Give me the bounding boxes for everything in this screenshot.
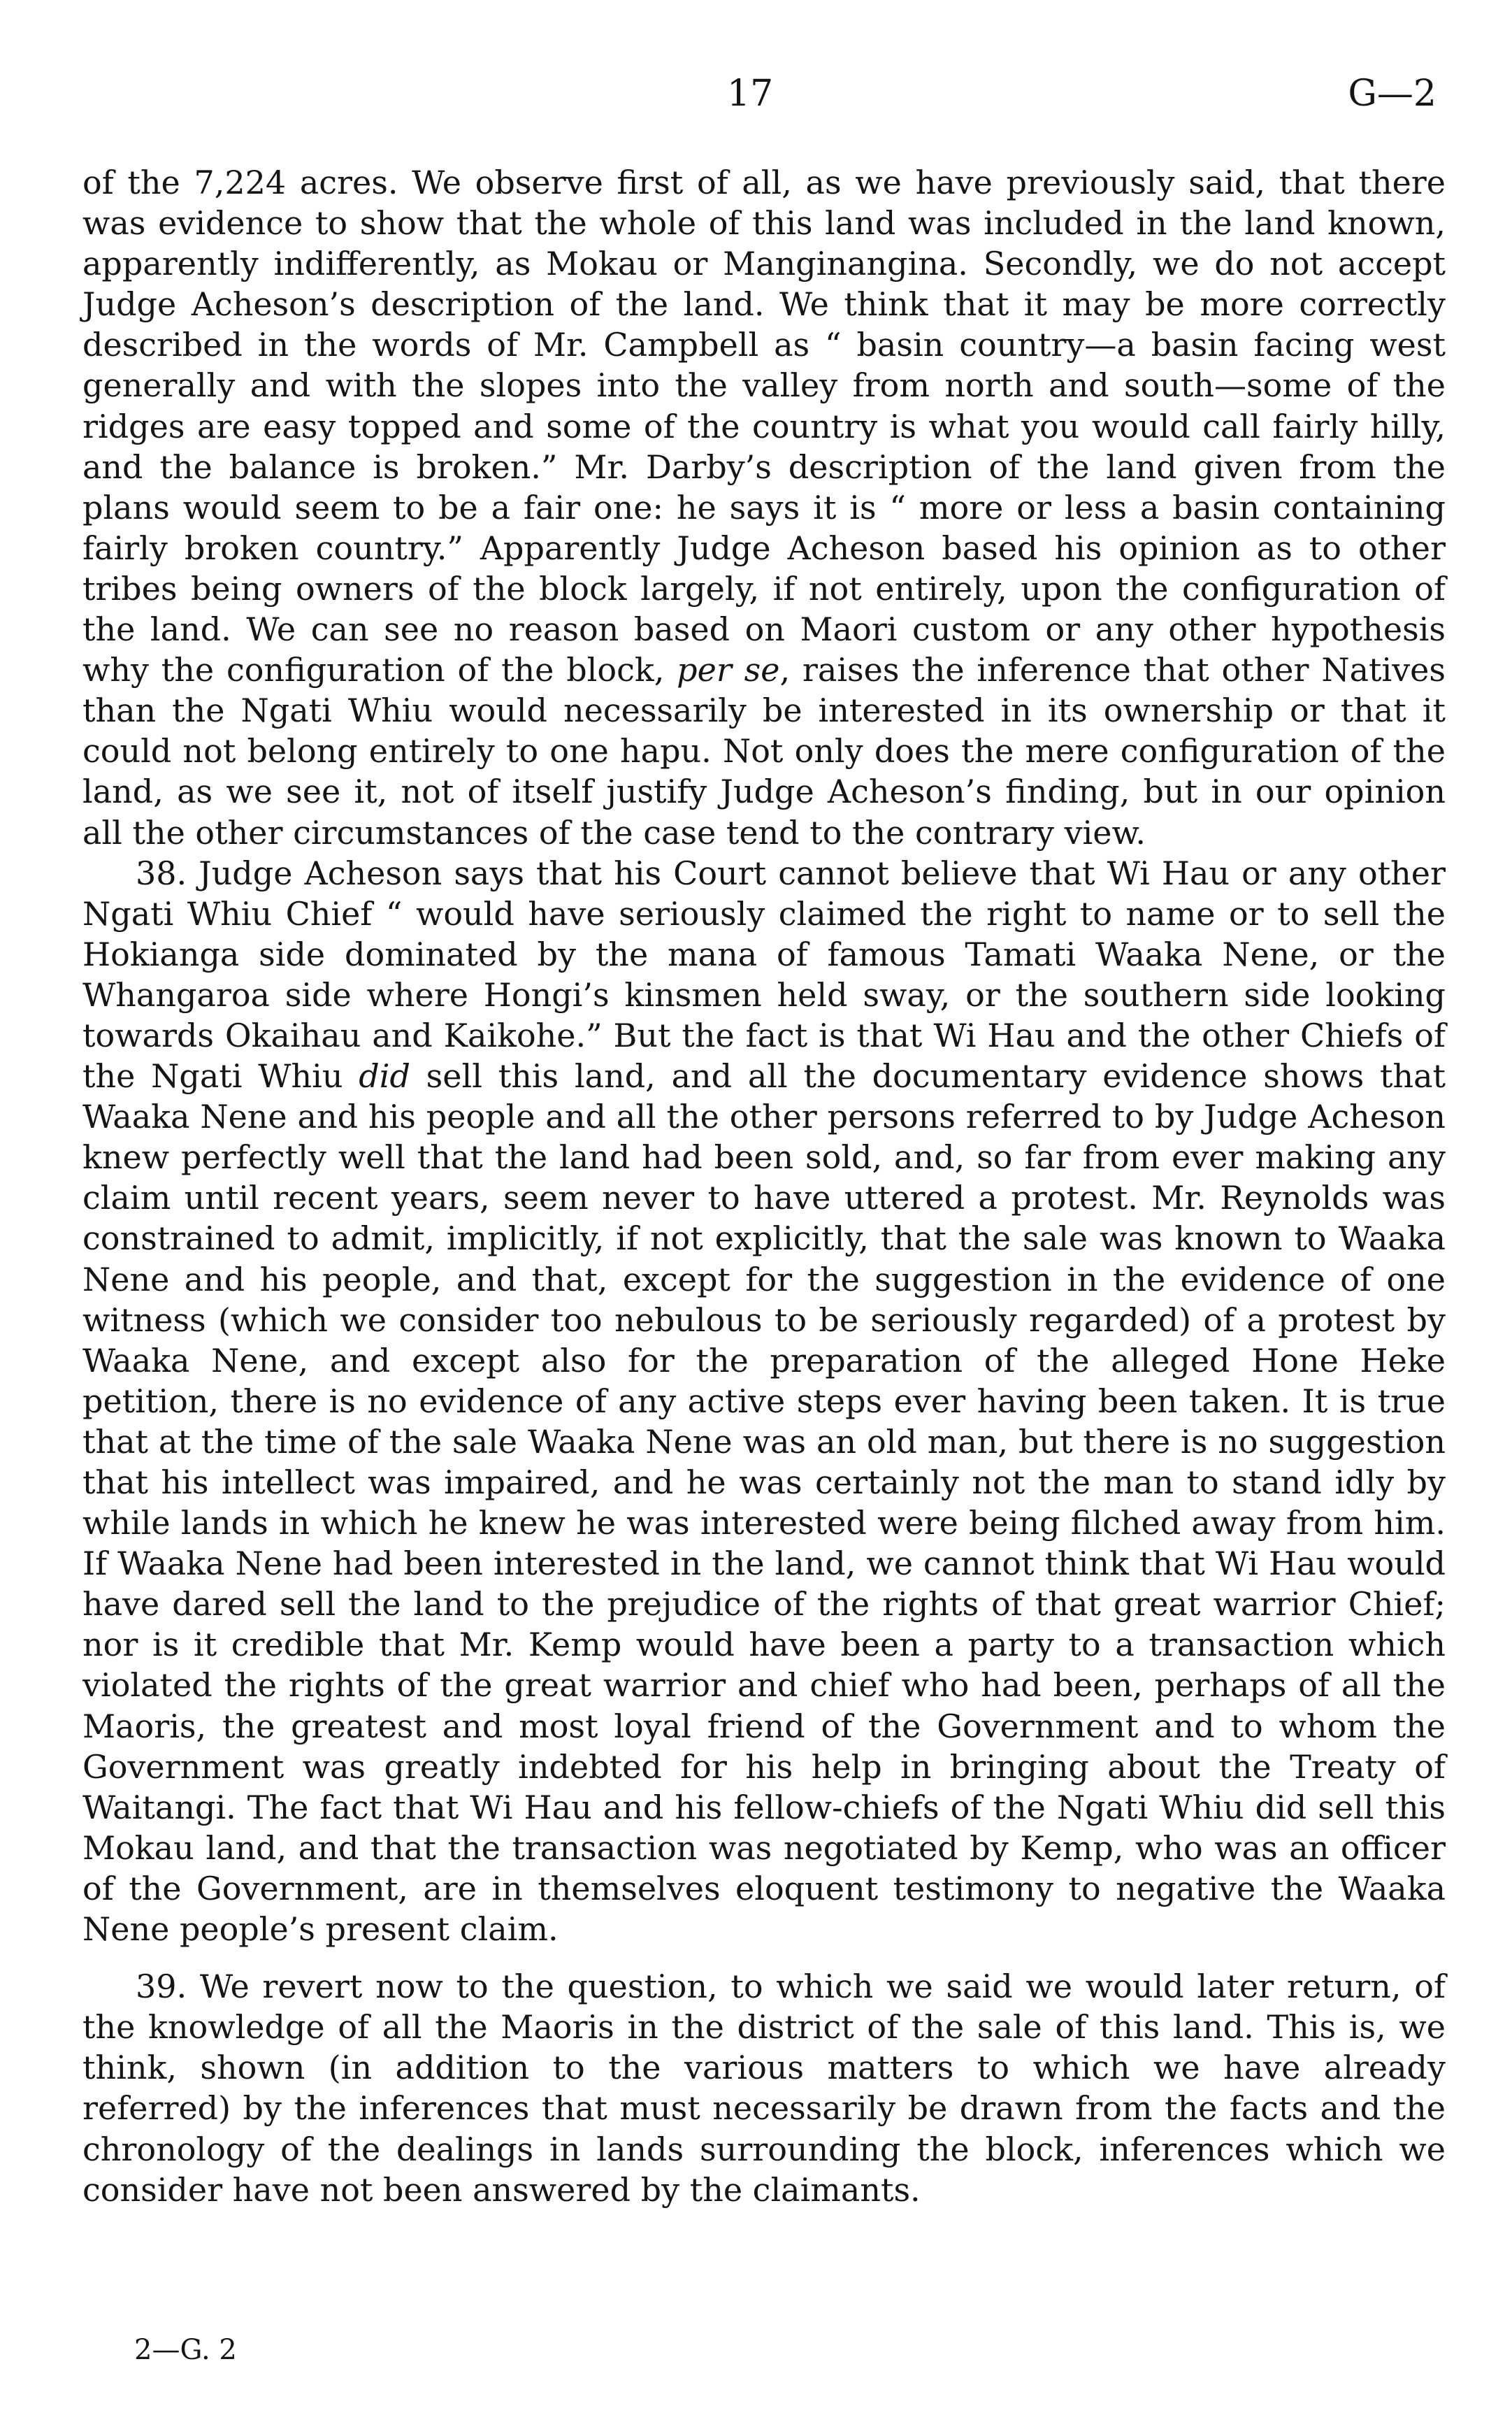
paragraph-text: , raises the inference that other Natives than the Ngati Whiu would necessarily be interested in its ownership or that it could not belong entirely to one hapu. Not only does the mere configuration of the land, as we see it, not of itself justify Judge Acheson’s finding, but in our opinion all the other circumstances of the case tend to the contrary view. xyxy=(82,651,1446,852)
paragraph-text: Judge Acheson says that his Court cannot believe that Wi Hau or any other Ngati Whiu Chief “ would have seriously claimed the right to name or to sell the Hokianga side dominated by the mana of famous Tamati Waaka Nene, or the Whangaroa side where Hongi’s kinsmen held sway, or the southern side looking towards Okaihau and Kaikohe.” But the fact is that Wi Hau and the other Chiefs of the Ngati Whiu xyxy=(82,854,1446,1096)
paragraph-number: 38. xyxy=(136,854,199,892)
page-number: 17 xyxy=(727,73,774,115)
paragraph-number: 39. xyxy=(136,1968,200,2006)
italic-text: per se xyxy=(677,651,780,689)
paragraph-text: sell this land, and all the documentary evidence shows that Waaka Nene and his people and all the other persons referred to by Judge Acheson knew perfectly well that the land had been sold, and, so far from ever making any claim until recent years, seem never to have uttered a protest. Mr. Reynolds was constrained to admit, implicitly, if not explicitly, that the sale was known to Waaka Nene and his people, and that, except for the suggestion in the evidence of one witness (which we consider too nebulous to be seriously regarded) of a protest by Waaka Nene, and except also for the preparation of the alleged Hone Heke petition, there is no evidence of any active steps ever having been taken. It is true that at the time of the sale Waaka Nene was an old man, but there is no suggestion that his intellect was impaired, and he was certainly not the man to stand idly by while lands in which he knew he was interested were being filched away from him. If Waaka Nene had been interested in the land, we cannot think that Wi Hau would have dared sell the land to the prejudice of the rights of that great warrior Chief; nor is it credible that Mr. Kemp would have been a party to a transaction which violated the rights of the great warrior and chief who had been, perhaps of all the Maoris, the greatest and most loyal friend of the Government and to whom the Government was greatly indebted for his help in bringing about the Treaty of Waitangi. The fact that Wi Hau and his fellow-chiefs of the Ngati Whiu did sell this Mokau land, and that the transaction was negotiated by Kemp, who was an officer of the Government, are in themselves eloquent testimony to negative the Waaka Nene people’s present claim. xyxy=(82,1057,1446,1949)
paragraph-text: of the 7,224 acres. We observe first of all, as we have previously said, that there was evidence to show that the whole of this land was included in the land known, apparently indifferently, as Mokau or Manginangina. Secondly, we do not accept Judge Acheson’s description of the land. We think that it may be more correctly described in the words of Mr. Campbell as “ basin country—a basin facing west generally and with the slopes into the valley from north and south—some of the ridges are easy topped and some of the country is what you would call fairly hilly, and the balance is broken.” Mr. Darby’s description of the land given from the plans would seem to be a fair one: he says it is “ more or less a basin containing fairly broken country.” Apparently Judge Acheson based his opinion as to other tribes being owners of the block largely, if not entirely, upon the configuration of the land. We can see no reason based on Maori custom or any other hypothesis why the configuration of the block, xyxy=(82,164,1446,689)
paragraph-text: We revert now to the question, to which we said we would later return, of the knowledge of all the Maoris in the district of the sale of this land. This is, we think, shown (in addition to the various matters to which we have already referred) by the inferences that must necessarily be drawn from the facts and the chronology of the dealings in lands surrounding the block, inferences which we consider have not been answered by the claimants. xyxy=(82,1968,1446,2209)
italic-text: did xyxy=(359,1057,410,1096)
signature-mark: 2—G. 2 xyxy=(134,2334,237,2366)
paragraph-38 xyxy=(82,853,1446,1950)
page-header xyxy=(0,73,1512,122)
body-text xyxy=(82,162,1446,2210)
document-reference: G—2 xyxy=(1348,73,1437,115)
paragraph-continuation xyxy=(82,162,1446,853)
paragraph-39 xyxy=(82,1966,1446,2210)
